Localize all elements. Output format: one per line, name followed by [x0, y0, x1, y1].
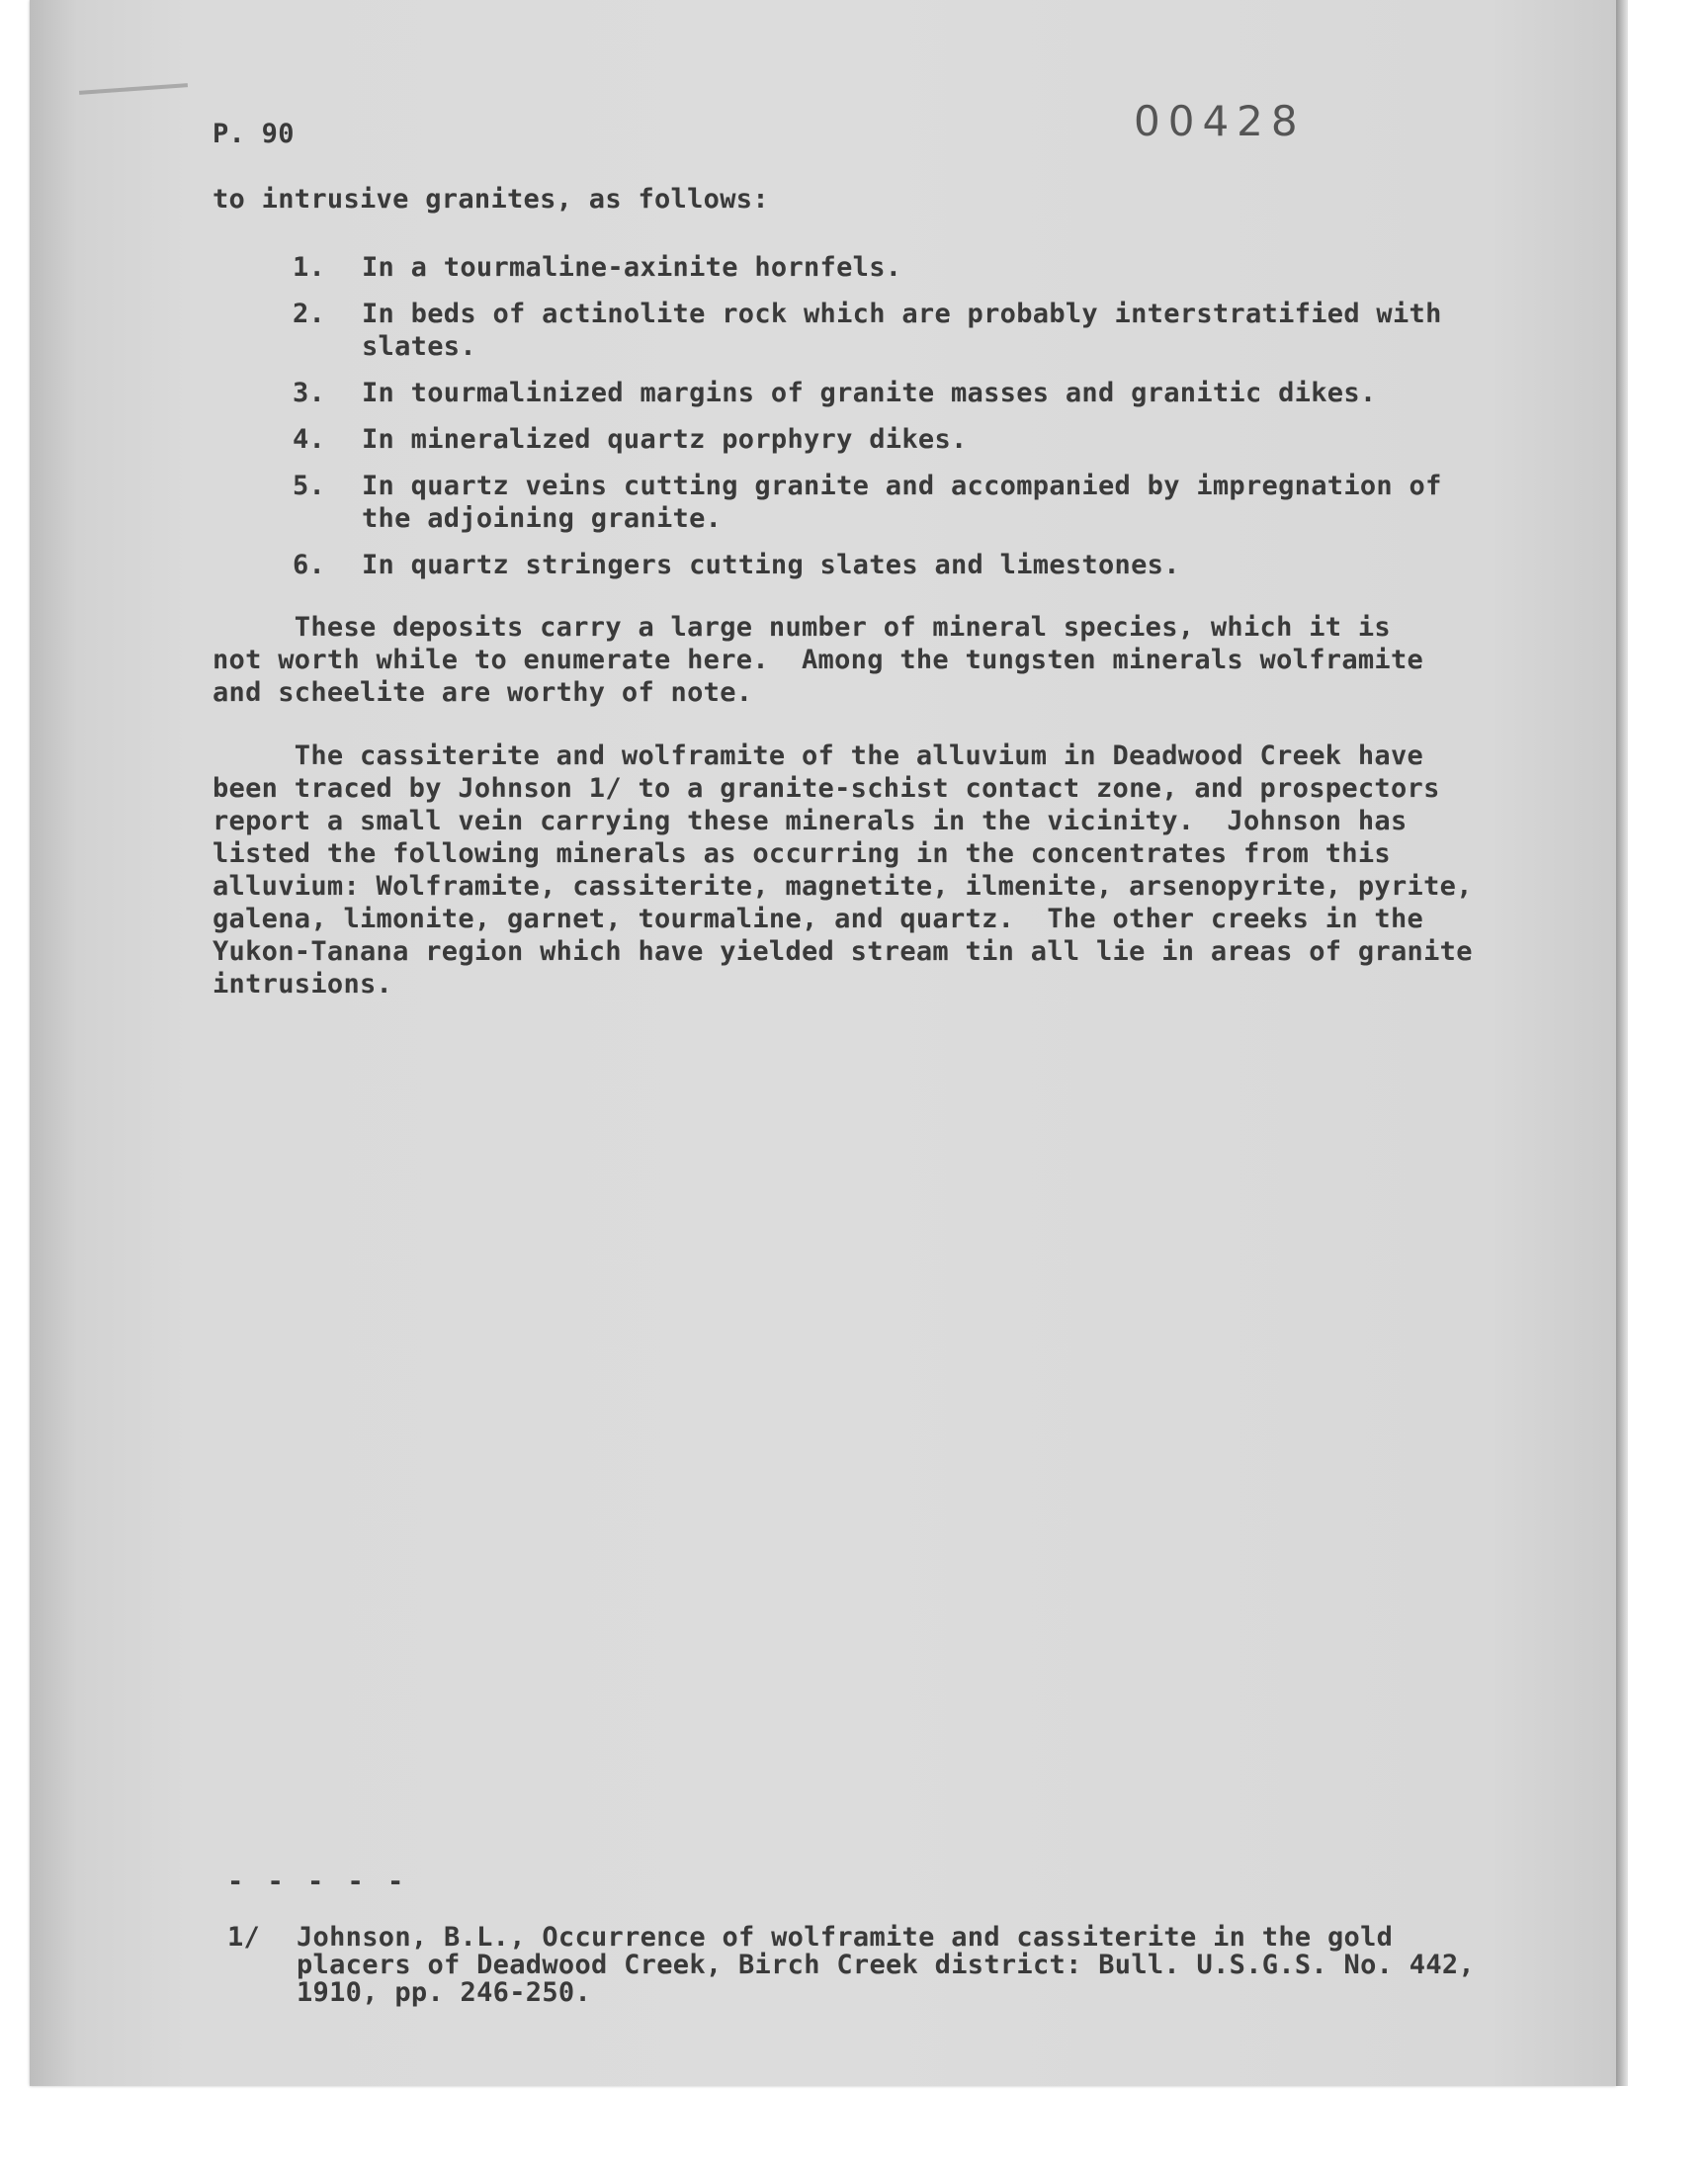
paragraph-line: not worth while to enumerate here. Among the tungsten minerals wolframite — [213, 645, 1424, 675]
list-item — [293, 549, 1479, 581]
list-item-line: In a tourmaline-axinite hornfels. — [362, 252, 902, 283]
list-item-line: slates. — [362, 331, 476, 362]
paragraph-line: alluvium: Wolframite, cassiterite, magnetite, ilmenite, arsenopyrite, pyrite, — [213, 871, 1473, 902]
paragraph-line: listed the following minerals as occurring in the concentrates from this — [213, 838, 1391, 869]
list-item-number: 4. — [293, 424, 326, 455]
list-item-line: In beds of actinolite rock which are probably interstratified with — [362, 299, 1442, 329]
list-item-line: In quartz veins cutting granite and accompanied by impregnation of — [362, 471, 1442, 501]
paper-edge — [1616, 0, 1628, 2086]
footnote-line: Johnson, B.L., Occurrence of wolframite and cassiterite in the gold — [297, 1922, 1394, 1953]
footnote-line: placers of Deadwood Creek, Birch Creek district: Bull. U.S.G.S. No. 442, — [297, 1950, 1475, 1980]
list-item-line: the adjoining granite. — [362, 503, 723, 534]
paragraph-deadwood-creek — [213, 740, 1497, 1000]
footnote-separator: - - - - - — [227, 1867, 408, 1897]
paragraph-line: report a small vein carrying these minerals in the vicinity. Johnson has — [213, 806, 1408, 836]
paragraph-line: The cassiterite and wolframite of the alluvium in Deadwood Creek have — [213, 740, 1424, 771]
list-item — [293, 470, 1479, 535]
paragraph-line: and scheelite are worthy of note. — [213, 677, 753, 708]
paragraph-line: galena, limonite, garnet, tourmaline, and quartz. The other creeks in the — [213, 904, 1424, 934]
paragraph-line: Yukon-Tanana region which have yielded stream tin all lie in areas of granite — [213, 936, 1473, 967]
list-item-number: 6. — [293, 550, 326, 580]
footnote-mark: 1/ — [227, 1922, 261, 1953]
list-item-line: In mineralized quartz porphyry dikes. — [362, 424, 968, 455]
list-item-number: 5. — [293, 471, 326, 501]
stamp-number: 00428 — [1134, 97, 1306, 145]
footnote-line: 1910, pp. 246-250. — [297, 1977, 591, 2008]
paragraph-line: intrusions. — [213, 969, 393, 1000]
list-item-number: 3. — [293, 378, 326, 408]
list-item-number: 2. — [293, 299, 326, 329]
list-item-line: In tourmalinized margins of granite masses and granitic dikes. — [362, 378, 1377, 408]
paragraph-line: These deposits carry a large number of mineral species, which it is — [213, 612, 1391, 643]
footnote-text — [297, 1924, 1475, 2007]
paragraph-mineral-species — [213, 611, 1497, 709]
list-item-line: In quartz stringers cutting slates and limestones. — [362, 550, 1180, 580]
intro-line: to intrusive granites, as follows: — [213, 184, 769, 215]
page-number: P. 90 — [213, 119, 295, 149]
list-item — [293, 423, 1479, 456]
list-item — [293, 377, 1479, 409]
list-item — [293, 251, 1479, 284]
paragraph-line: been traced by Johnson 1/ to a granite-schist contact zone, and prospectors — [213, 773, 1440, 804]
deposit-types-list — [293, 251, 1479, 595]
list-item-number: 1. — [293, 252, 326, 283]
list-item — [293, 298, 1479, 363]
